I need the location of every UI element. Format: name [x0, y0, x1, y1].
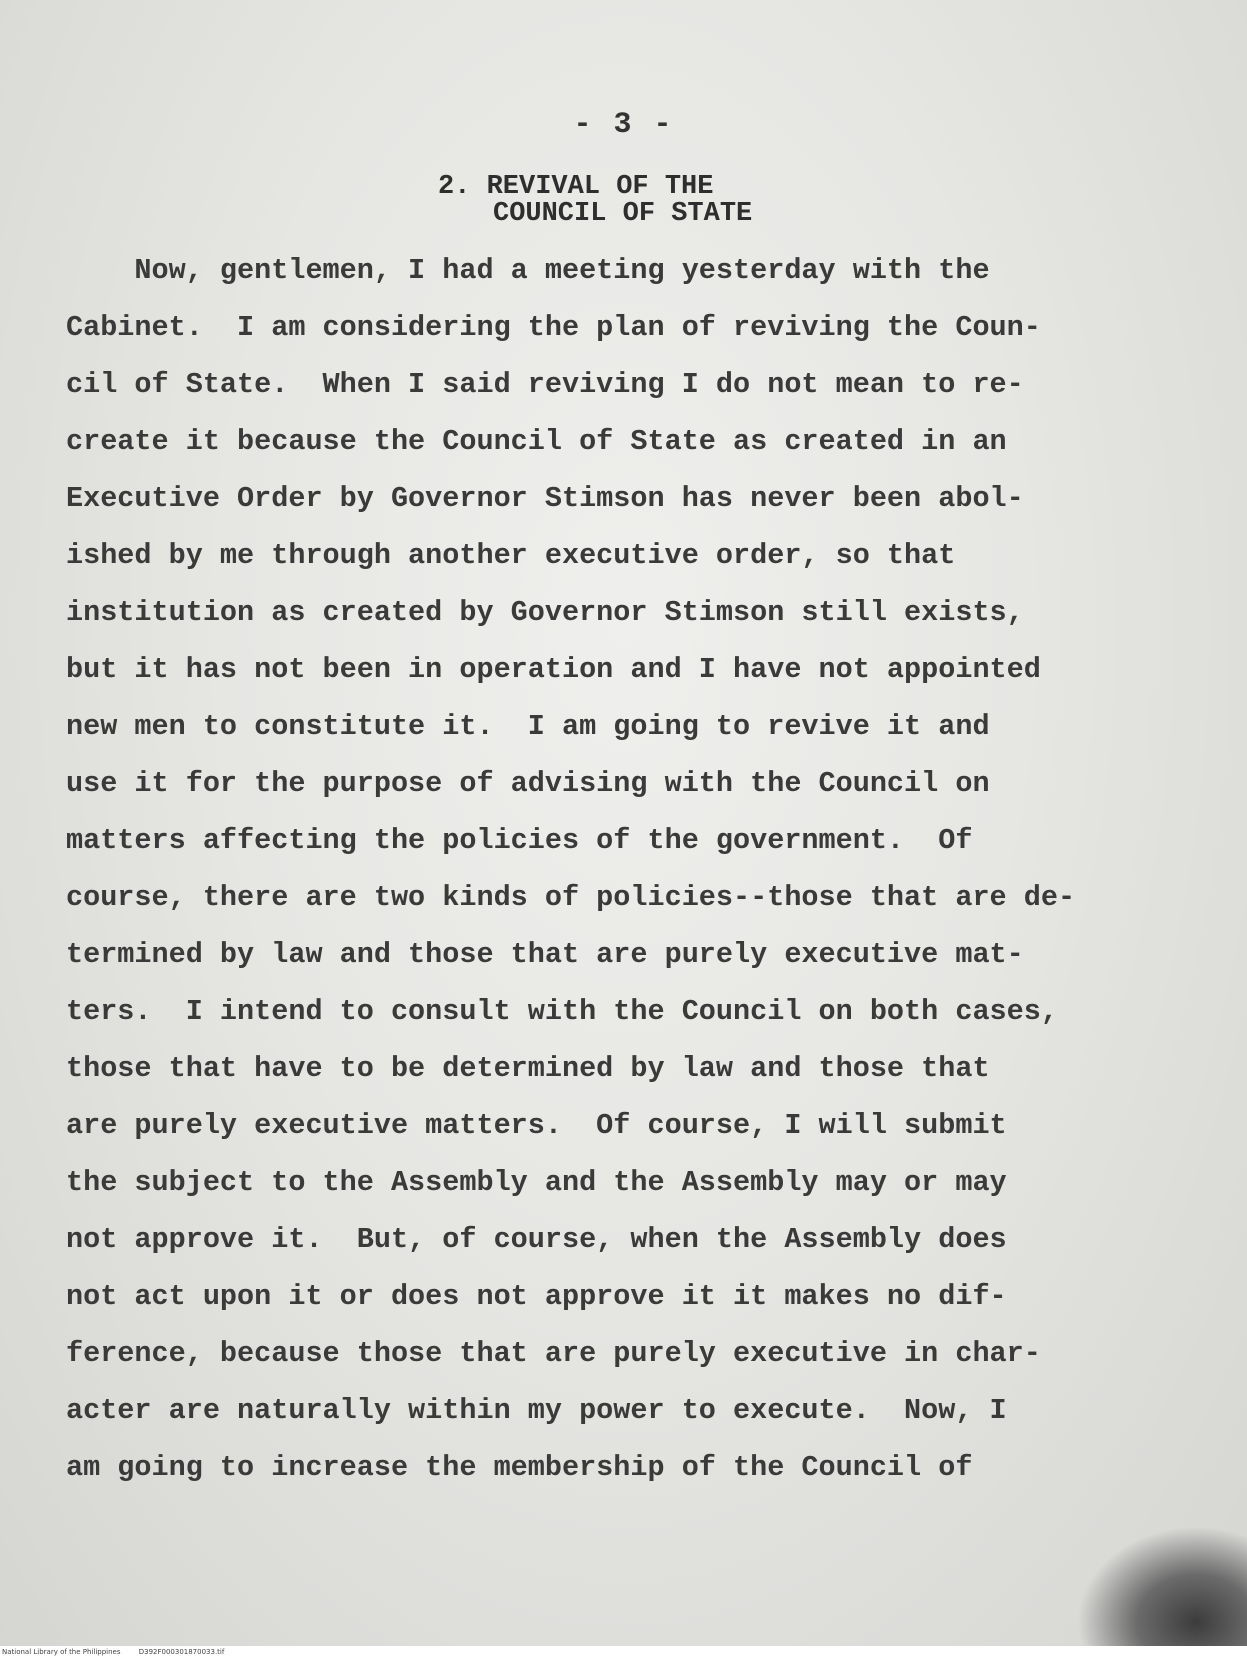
text-line: Cabinet. I am considering the plan of reviving the Coun-	[66, 311, 1041, 344]
text-line: new men to constitute it. I am going to revive it and	[66, 710, 990, 743]
text-line: matters affecting the policies of the government. Of	[66, 824, 973, 857]
body-text	[66, 251, 1196, 1505]
footer-filename: D392F000301870033.tif	[138, 1648, 225, 1656]
text-line: Executive Order by Governor Stimson has never been abol-	[66, 482, 1024, 515]
footer-source: National Library of the Philippines	[2, 1648, 121, 1656]
section-heading	[438, 174, 752, 228]
text-line: the subject to the Assembly and the Assembly may or may	[66, 1166, 1007, 1199]
text-line: acter are naturally within my power to execute. Now, I	[66, 1394, 1007, 1427]
ink-blot	[1077, 1526, 1247, 1646]
text-line: ters. I intend to consult with the Council on both cases,	[66, 995, 1058, 1028]
text-line: use it for the purpose of advising with the Council on	[66, 767, 990, 800]
text-line: not approve it. But, of course, when the Assembly does	[66, 1223, 1007, 1256]
text-line: ference, because those that are purely executive in char-	[66, 1337, 1041, 1370]
page-number: - 3 -	[573, 108, 674, 142]
text-line: ished by me through another executive order, so that	[66, 539, 956, 572]
text-line: course, there are two kinds of policies--those that are de-	[66, 881, 1076, 914]
text-line: those that have to be determined by law and those that	[66, 1052, 990, 1085]
text-line: cil of State. When I said reviving I do not mean to re-	[66, 368, 1024, 401]
heading-line-2: COUNCIL OF STATE	[493, 199, 753, 229]
text-line: institution as created by Governor Stimson still exists,	[66, 596, 1024, 629]
scan-footer	[0, 1647, 1247, 1658]
text-line: but it has not been in operation and I have not appointed	[66, 653, 1041, 686]
text-line: Now, gentlemen, I had a meeting yesterday with the	[66, 254, 990, 287]
text-line: are purely executive matters. Of course, I will submit	[66, 1109, 1007, 1142]
heading-line-1: 2. REVIVAL OF THE	[438, 172, 714, 202]
text-line: am going to increase the membership of the Council of	[66, 1451, 973, 1484]
text-line: create it because the Council of State as created in an	[66, 425, 1007, 458]
text-line: not act upon it or does not approve it it makes no dif-	[66, 1280, 1007, 1313]
text-line: termined by law and those that are purely executive mat-	[66, 938, 1024, 971]
